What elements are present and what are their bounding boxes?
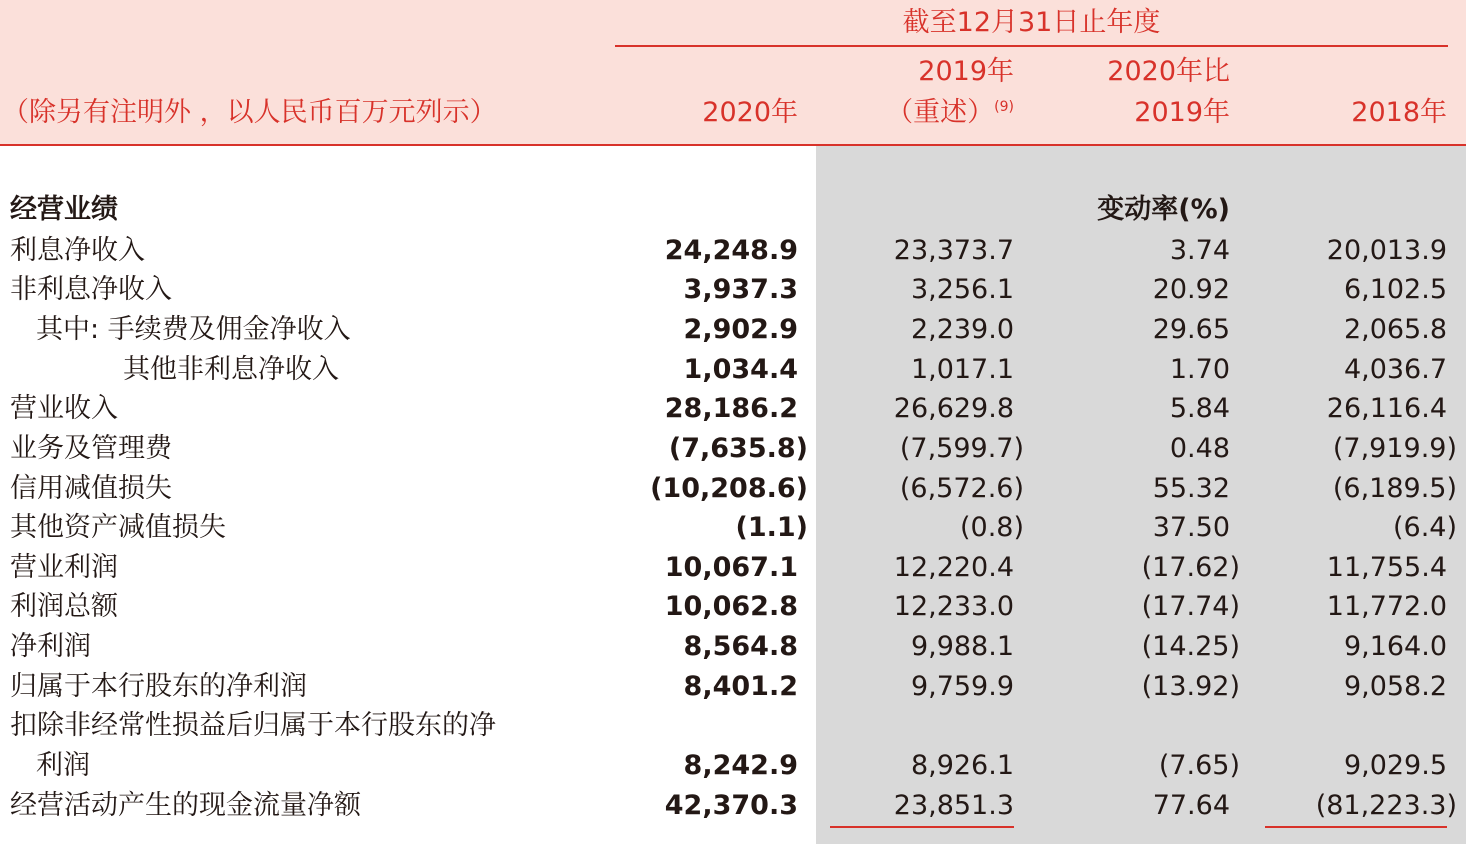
- cell-2020: 2,902.9: [683, 314, 798, 345]
- cell-2019: 12,220.4: [893, 552, 1014, 583]
- cell-2020: 3,937.3: [683, 274, 798, 305]
- column-header-2018: 2018年: [1351, 97, 1447, 128]
- cell-2020: 8,242.9: [683, 750, 798, 781]
- cell-2018: 4,036.7: [1343, 354, 1447, 385]
- column-header-change-line2: 2019年: [1134, 97, 1230, 128]
- cell-change: 3.74: [1169, 235, 1230, 266]
- unit-note: （除另有注明外 ，以人民币百万元列示）: [2, 97, 497, 128]
- cell-change: 77.64: [1152, 790, 1230, 821]
- cell-2020: 1,034.4: [683, 354, 798, 385]
- cell-2018: 11,755.4: [1326, 552, 1447, 583]
- cell-2018: (81,223.3): [1315, 790, 1457, 821]
- cell-2019: 8,926.1: [910, 750, 1014, 781]
- cell-change: 55.32: [1152, 473, 1230, 504]
- row-label: 业务及管理费: [10, 433, 172, 464]
- cell-2019: 3,256.1: [910, 274, 1014, 305]
- change-rate-label: 变动率(%): [1097, 194, 1230, 225]
- cell-change: (14.25): [1141, 631, 1240, 662]
- cell-2019: (0.8): [959, 512, 1024, 543]
- cell-2020: (1.1): [735, 512, 808, 543]
- cell-change: (17.74): [1141, 591, 1240, 622]
- row-label: 其中: 手续费及佣金净收入: [36, 314, 351, 345]
- cell-2019: 9,988.1: [910, 631, 1014, 662]
- cell-2018: 20,013.9: [1326, 235, 1447, 266]
- cell-change: 0.48: [1169, 433, 1230, 464]
- section-title: 经营业绩: [10, 194, 118, 225]
- cell-2018: 11,772.0: [1326, 591, 1447, 622]
- row-label: 经营活动产生的现金流量净额: [10, 790, 361, 821]
- cell-2020: (10,208.6): [650, 473, 808, 504]
- cell-2018: 9,029.5: [1343, 750, 1447, 781]
- cell-2019: (6,572.6): [899, 473, 1024, 504]
- cell-2020: 8,401.2: [683, 671, 798, 702]
- cell-2019: 1,017.1: [910, 354, 1014, 385]
- cell-2018: 9,058.2: [1343, 671, 1447, 702]
- cell-2020: 28,186.2: [664, 393, 798, 424]
- row-label: 非利息净收入: [10, 274, 172, 305]
- total-underline: [830, 826, 1014, 828]
- row-label: 其他非利息净收入: [123, 354, 339, 385]
- column-header-2020: 2020年: [702, 97, 798, 128]
- row-label: 营业利润: [10, 552, 118, 583]
- cell-2019: 2,239.0: [910, 314, 1014, 345]
- cell-change: 1.70: [1169, 354, 1230, 385]
- cell-2018: (6,189.5): [1332, 473, 1457, 504]
- period-divider: [615, 45, 1448, 47]
- column-header-2019-line1: 2019年: [918, 56, 1014, 87]
- cell-2018: 9,164.0: [1343, 631, 1447, 662]
- row-label-continued: 利润: [36, 750, 90, 781]
- cell-change: (7.65): [1158, 750, 1240, 781]
- cell-2020: 10,067.1: [664, 552, 798, 583]
- cell-change: 29.65: [1152, 314, 1230, 345]
- cell-2020: 10,062.8: [664, 591, 798, 622]
- row-label: 净利润: [10, 631, 91, 662]
- cell-2020: 42,370.3: [664, 790, 798, 821]
- cell-change: (17.62): [1141, 552, 1240, 583]
- period-title: 截至12月31日止年度: [902, 7, 1161, 38]
- cell-2018: 2,065.8: [1343, 314, 1447, 345]
- row-label: 归属于本行股东的净利润: [10, 671, 307, 702]
- footnote-ref: (9): [994, 99, 1014, 115]
- row-label: 利润总额: [10, 591, 118, 622]
- cell-2020: 24,248.9: [664, 235, 798, 266]
- cell-change: 37.50: [1152, 512, 1230, 543]
- cell-change: 20.92: [1152, 274, 1230, 305]
- column-header-change-line1: 2020年比: [1107, 56, 1230, 87]
- cell-2018: 6,102.5: [1343, 274, 1447, 305]
- cell-2018: (7,919.9): [1332, 433, 1457, 464]
- column-header-2019-line2: [800, 98, 1014, 128]
- cell-2020: (7,635.8): [668, 433, 808, 464]
- row-label: 扣除非经常性损益后归属于本行股东的净: [10, 710, 496, 741]
- cell-2018: (6.4): [1392, 512, 1457, 543]
- cell-change: (13.92): [1141, 671, 1240, 702]
- cell-2019: 12,233.0: [893, 591, 1014, 622]
- row-label: 其他资产减值损失: [10, 512, 226, 543]
- cell-2019: 9,759.9: [910, 671, 1014, 702]
- total-underline: [1265, 826, 1447, 828]
- cell-2019: (7,599.7): [899, 433, 1024, 464]
- row-label: 营业收入: [10, 393, 118, 424]
- cell-2020: 8,564.8: [683, 631, 798, 662]
- cell-2019: 23,373.7: [893, 235, 1014, 266]
- cell-2019: 26,629.8: [893, 393, 1014, 424]
- cell-2019: 23,851.3: [893, 790, 1014, 821]
- row-label: 信用减值损失: [10, 473, 172, 504]
- restated-label: （重述）: [886, 97, 995, 128]
- cell-change: 5.84: [1169, 393, 1230, 424]
- cell-2018: 26,116.4: [1326, 393, 1447, 424]
- row-label: 利息净收入: [10, 235, 145, 266]
